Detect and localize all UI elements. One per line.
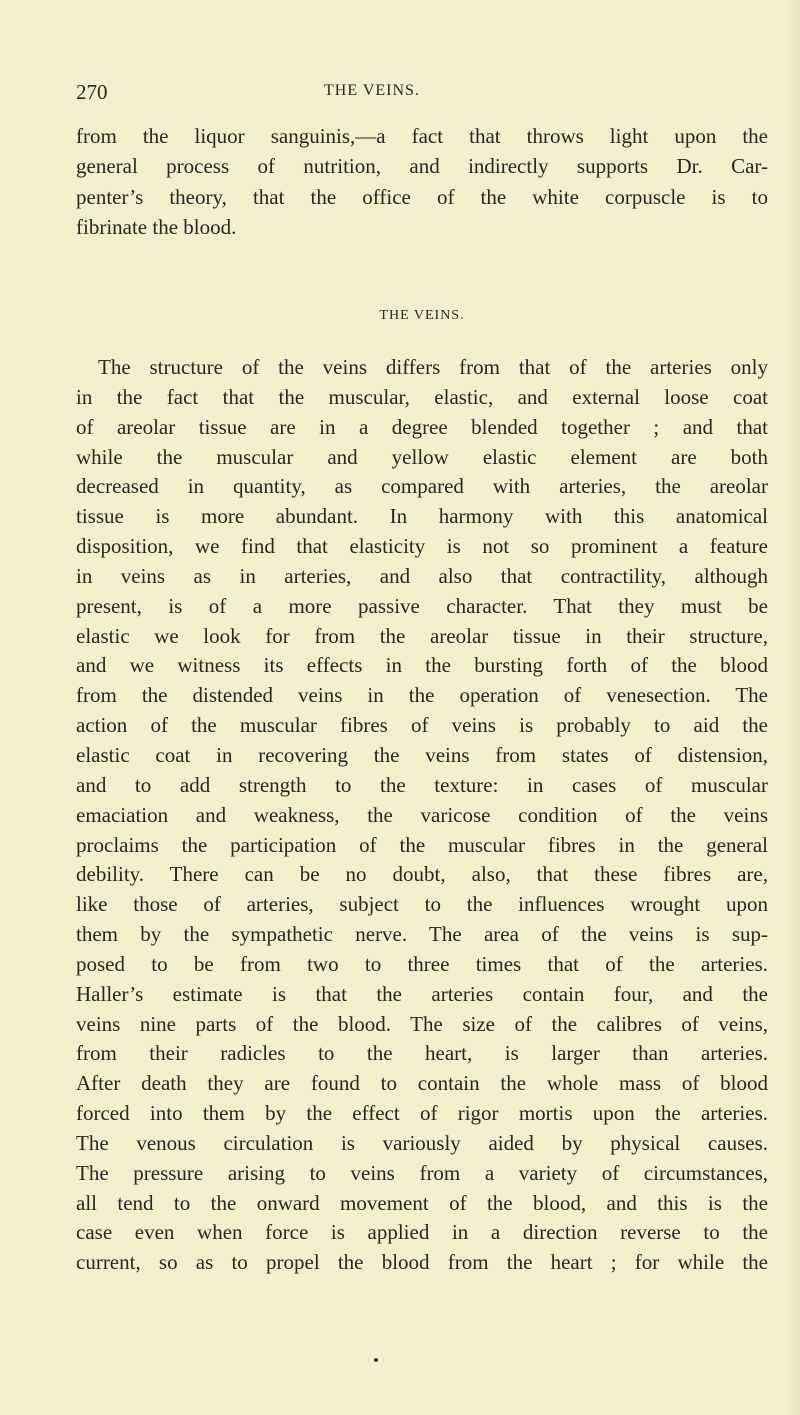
text-line: veins nine parts of the blood. The size of the calibres of veins, — [76, 1011, 768, 1036]
printing-speck — [374, 1358, 378, 1362]
text-line: emaciation and weakness, the varicose condition of the veins — [76, 802, 768, 827]
text-line: in the fact that the muscular, elastic, and external loose coat — [76, 384, 768, 409]
text-line: general process of nutrition, and indirectly supports Dr. Car- — [76, 154, 768, 179]
text-line: in veins as in arteries, and also that contractility, although — [76, 563, 768, 588]
text-line: current, so as to propel the blood from the heart ; for while the — [76, 1250, 768, 1275]
paragraph-continued — [76, 121, 768, 242]
text-line: fibrinate the blood. — [76, 214, 237, 239]
text-line: and to add strength to the texture: in cases of muscular — [76, 772, 768, 797]
text-line: penter’s theory, that the office of the white corpuscle is to — [76, 184, 768, 209]
text-line: and we witness its effects in the bursting forth of the blood — [76, 653, 768, 678]
running-header — [76, 80, 768, 108]
text-line: while the muscular and yellow elastic element are both — [76, 444, 768, 469]
text-line: from the liquor sanguinis,—a fact that throws light upon the — [76, 124, 768, 148]
running-title: THE VEINS. — [324, 82, 420, 99]
text-line: decreased in quantity, as compared with arteries, the areolar — [76, 474, 768, 499]
text-line: from the distended veins in the operation of venesection. The — [76, 683, 768, 708]
text-line: Haller’s estimate is that the arteries contain four, and the — [76, 981, 768, 1006]
text-line: proclaims the participation of the muscular fibres in the general — [76, 832, 768, 857]
text-line: forced into them by the effect of rigor mortis upon the arteries. — [76, 1101, 768, 1126]
page-edge-shadow — [786, 0, 800, 1415]
text-line: present, is of a more passive character. That they must be — [76, 593, 768, 618]
text-line: The structure of the veins differs from that of the arteries only — [98, 355, 768, 379]
text-line: case even when force is applied in a direction reverse to the — [76, 1220, 768, 1245]
text-line: The venous circulation is variously aided by physical causes. — [76, 1130, 768, 1155]
paragraph-the-veins — [76, 353, 768, 1278]
text-line: them by the sympathetic nerve. The area of the veins is sup- — [76, 922, 768, 947]
text-line: tissue is more abundant. In harmony with this anatomical — [76, 504, 768, 529]
page-number: 270 — [76, 80, 108, 104]
text-line: elastic coat in recovering the veins from states of distension, — [76, 742, 768, 767]
text-line: After death they are found to contain the whole mass of blood — [76, 1071, 768, 1096]
text-line: The pressure arising to veins from a variety of circumstances, — [76, 1160, 768, 1185]
text-line: action of the muscular fibres of veins is probably to aid the — [76, 713, 768, 738]
text-line: elastic we look for from the areolar tissue in their structure, — [76, 623, 768, 648]
text-line: disposition, we find that elasticity is not so prominent a feature — [76, 534, 768, 559]
text-line: of areolar tissue are in a degree blended together ; and that — [76, 414, 768, 439]
text-line: posed to be from two to three times that of the arteries. — [76, 951, 768, 976]
text-line: like those of arteries, subject to the influences wrought upon — [76, 892, 768, 917]
section-heading: THE VEINS. — [379, 308, 465, 323]
text-line: from their radicles to the heart, is larger than arteries. — [76, 1041, 768, 1066]
text-line: all tend to the onward movement of the blood, and this is the — [76, 1190, 768, 1215]
text-line: debility. There can be no doubt, also, that these fibres are, — [76, 862, 768, 887]
